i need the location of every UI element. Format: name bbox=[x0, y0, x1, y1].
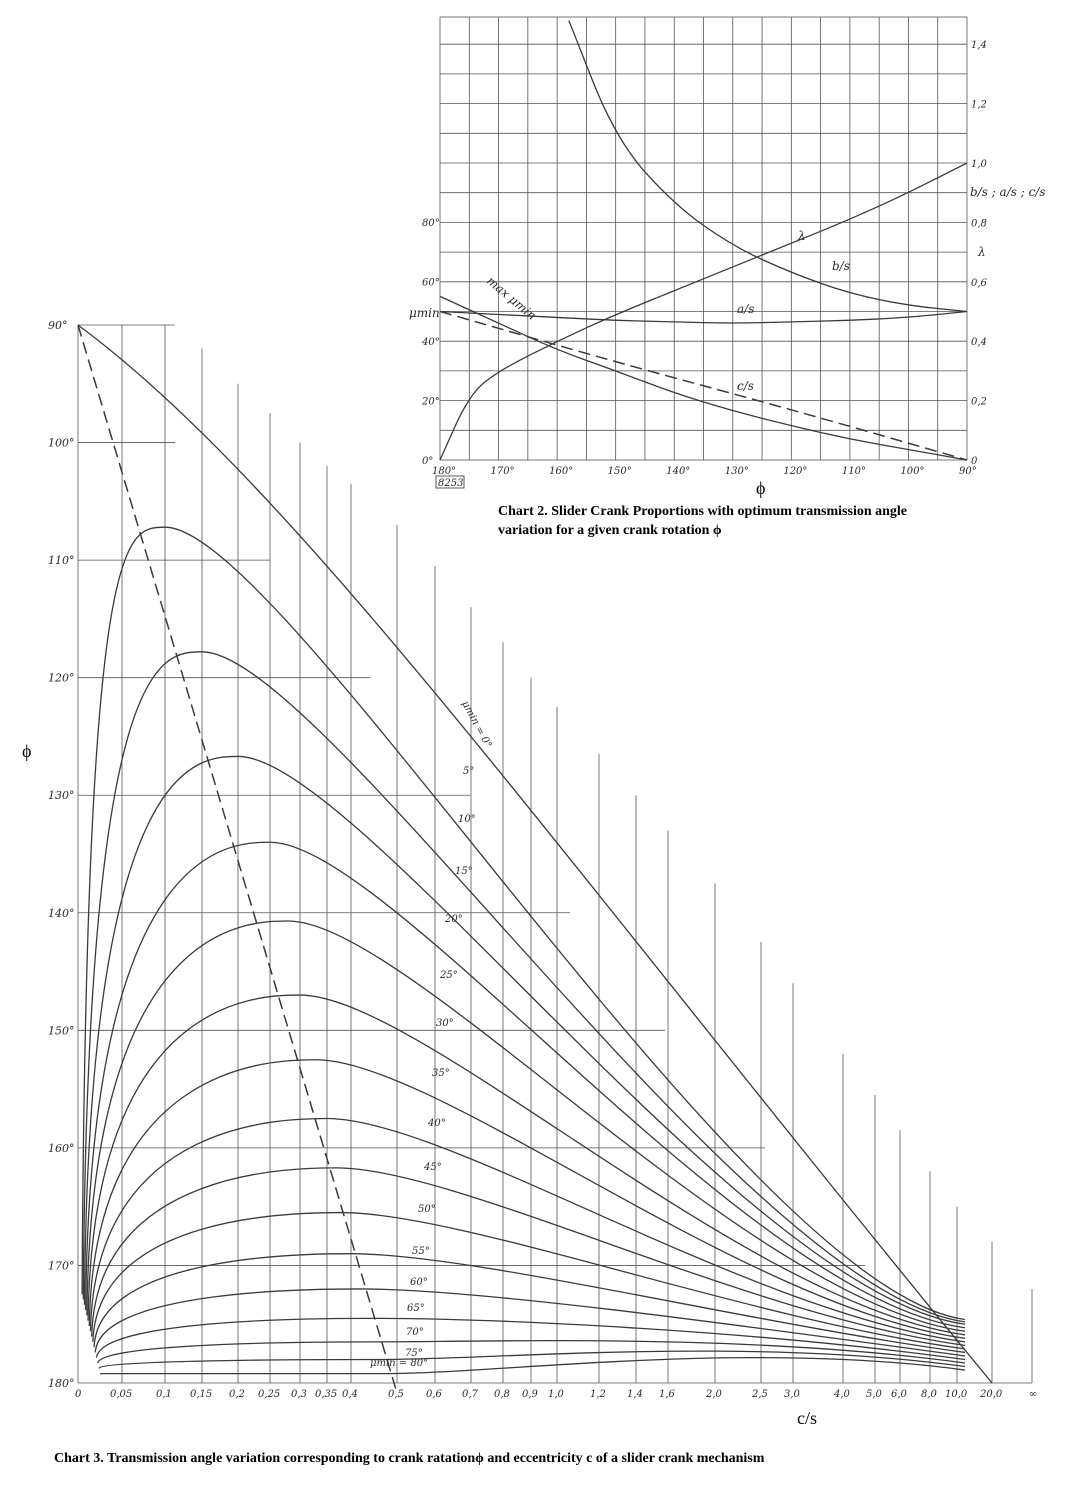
chart2-x-tick: 150° bbox=[607, 466, 632, 477]
chart3-x-tick: 0,05 bbox=[110, 1389, 133, 1400]
chart2-x-ticks bbox=[432, 466, 977, 477]
chart2-x-tick: 180° bbox=[432, 466, 457, 477]
chart2-x-tick: 100° bbox=[900, 466, 925, 477]
chart2-x-tick: 130° bbox=[724, 466, 749, 477]
chart2-caption: Chart 2. Slider Crank Proportions with optimum transmission angle variation for a given crank rotation ϕ bbox=[498, 504, 908, 538]
chart3-curve-label: 70° bbox=[406, 1327, 424, 1338]
chart2-caption-box bbox=[498, 502, 968, 544]
chart3-y-tick: 140° bbox=[48, 906, 75, 920]
chart3-curve bbox=[84, 756, 965, 1324]
chart3-y-tick: 130° bbox=[48, 789, 75, 803]
chart3-curve-label: 40° bbox=[428, 1118, 446, 1129]
chart3-x-tick: 0,1 bbox=[156, 1389, 172, 1400]
chart3-curve-label: 65° bbox=[407, 1303, 425, 1314]
chart3-x-tick: 1,0 bbox=[548, 1389, 564, 1400]
chart3-x-ticks bbox=[75, 1389, 1037, 1400]
chart3-x-tick: 5,0 bbox=[866, 1389, 882, 1400]
chart3-curve bbox=[78, 325, 992, 1383]
chart3-x-tick: 20,0 bbox=[980, 1389, 1003, 1400]
chart2-y-right-tick: 0,8 bbox=[971, 218, 987, 230]
chart3-curve bbox=[93, 1213, 965, 1349]
chart3-y-tick: 110° bbox=[48, 554, 75, 568]
chart3-x-tick: 6,0 bbox=[891, 1389, 907, 1400]
chart2-series-label: λ bbox=[798, 229, 806, 243]
chart2-y-right-tick: 0,2 bbox=[971, 396, 987, 408]
chart3-x-tick: 0,35 bbox=[315, 1389, 338, 1400]
chart3-x-tick: 0,3 bbox=[291, 1389, 307, 1400]
chart3-y-tick: 100° bbox=[48, 436, 75, 450]
chart2-series-label: max μmin bbox=[484, 273, 539, 323]
chart3-x-tick: 10,0 bbox=[945, 1389, 968, 1400]
chart2-right-label-lambda: λ bbox=[978, 245, 986, 259]
chart3-x-tick: 0,6 bbox=[426, 1389, 442, 1400]
chart3-curve bbox=[86, 842, 965, 1328]
chart2-y-right-tick: 1,4 bbox=[971, 40, 987, 52]
chart2-series-label: a/s bbox=[737, 302, 755, 316]
chart2-y-left-tick: 40° bbox=[422, 337, 440, 348]
chart3-x-tick: 0,2 bbox=[229, 1389, 245, 1400]
chart2-series-label: c/s bbox=[737, 379, 754, 393]
chart3-curve-label: 35° bbox=[432, 1068, 450, 1079]
chart2-x-tick: 170° bbox=[490, 466, 515, 477]
chart2-grid bbox=[440, 17, 967, 460]
chart3-x-tick: 0,9 bbox=[522, 1389, 538, 1400]
chart3-curve-label: 5° bbox=[463, 766, 475, 777]
chart3-curve-label: 45° bbox=[424, 1162, 442, 1173]
chart2-x-tick: 140° bbox=[666, 466, 691, 477]
chart3-curves bbox=[78, 325, 992, 1393]
chart2-x-tick: 120° bbox=[783, 466, 808, 477]
chart3-x-tick: 0 bbox=[75, 1389, 82, 1400]
chart3-y-tick: 120° bbox=[48, 671, 75, 685]
chart2-series-labels bbox=[484, 229, 850, 393]
chart3-x-tick: 0,5 bbox=[388, 1389, 404, 1400]
chart3-y-tick: 150° bbox=[48, 1024, 75, 1038]
chart2-y-left-ticks bbox=[421, 218, 440, 467]
chart3-x-tick: 8,0 bbox=[921, 1389, 937, 1400]
chart3-curve-label: 10° bbox=[458, 814, 476, 825]
chart3-curve-label: 25° bbox=[440, 970, 458, 981]
chart2-y-left-tick: 80° bbox=[422, 218, 440, 229]
chart2-x-axis-label: ϕ bbox=[756, 478, 766, 498]
chart3-curve-labels bbox=[370, 699, 493, 1369]
chart2-y-left-tick: 20° bbox=[422, 396, 440, 408]
chart3-curve bbox=[87, 921, 965, 1331]
chart2-y-left-label: μmin bbox=[409, 306, 440, 320]
chart3-x-tick: 0,15 bbox=[190, 1389, 213, 1400]
chart3-x-tick: 0,7 bbox=[462, 1389, 478, 1400]
chart2-y-left-tick: 60° bbox=[422, 277, 440, 289]
chart2-right-label-bac: b/s ; a/s ; c/s bbox=[970, 185, 1046, 199]
chart3-x-tick: 3,0 bbox=[784, 1389, 800, 1400]
chart3-caption: Chart 3. Transmission angle variation corresponding to crank ratationϕ and eccentricity c of a slider crank mechanism bbox=[54, 1451, 765, 1466]
chart3-curve-label: 60° bbox=[410, 1277, 428, 1288]
chart3-x-tick: 2,0 bbox=[706, 1389, 722, 1400]
chart2-y-right-tick: 0,4 bbox=[971, 337, 987, 349]
chart2-y-right-tick: 0 bbox=[971, 456, 978, 467]
chart2-y-right-tick: 0,6 bbox=[971, 277, 987, 289]
chart3-curve-label: 55° bbox=[412, 1246, 430, 1257]
chart2 bbox=[409, 17, 1046, 544]
chart3-x-tick: 1,2 bbox=[590, 1389, 606, 1400]
chart3-y-ticks bbox=[48, 319, 75, 1390]
chart2-series-label: b/s bbox=[832, 259, 850, 273]
chart3-x-tick: 0,25 bbox=[258, 1389, 281, 1400]
chart3-x-tick: 0,4 bbox=[342, 1389, 358, 1400]
chart3-x-tick: 0,8 bbox=[494, 1389, 510, 1400]
chart2-y-right-tick: 1,0 bbox=[971, 159, 987, 170]
chart3-y-tick: 180° bbox=[48, 1377, 75, 1390]
chart3-y-tick: 160° bbox=[48, 1141, 75, 1155]
chart3-max-line bbox=[78, 325, 397, 1393]
chart3-x-tick: 2,5 bbox=[752, 1389, 768, 1400]
chart3-curve-label: μmin = 0° bbox=[459, 699, 494, 751]
chart2-y-left-tick: 0° bbox=[422, 456, 434, 467]
chart3-x-tick: 1,4 bbox=[627, 1389, 643, 1400]
chart3-y-tick: 170° bbox=[48, 1259, 75, 1273]
chart2-x-tick: 160° bbox=[549, 466, 574, 477]
chart3-curve bbox=[82, 527, 965, 1319]
chart3-x-tick: 1,6 bbox=[659, 1389, 675, 1400]
chart3-x-tick: 4,0 bbox=[834, 1389, 850, 1400]
chart2-x-tick: 110° bbox=[841, 466, 866, 477]
chart2-series-line bbox=[569, 20, 967, 311]
chart3-curve-label: 30° bbox=[436, 1018, 454, 1029]
chart3-curve-label: μmin = 80° bbox=[370, 1358, 429, 1369]
chart3-curve bbox=[83, 652, 965, 1322]
chart3-curve-label: 50° bbox=[418, 1204, 436, 1215]
chart2-x-tick: 90° bbox=[959, 466, 977, 477]
chart2-stamp: 8253 bbox=[438, 478, 464, 489]
chart3-y-tick: 90° bbox=[48, 319, 68, 332]
chart3-curve bbox=[90, 1119, 965, 1342]
chart3-curve-label: 20° bbox=[445, 914, 463, 925]
chart3-curve-label: 75° bbox=[405, 1348, 423, 1359]
chart2-y-right-tick: 1,2 bbox=[971, 99, 987, 111]
chart3-x-tick: ∞ bbox=[1029, 1389, 1038, 1400]
chart3-x-axis-label: c/s bbox=[797, 1408, 817, 1428]
chart3-y-axis-label: ϕ bbox=[22, 741, 32, 761]
chart3 bbox=[22, 319, 1037, 1466]
chart3-curve-label: 15° bbox=[455, 866, 473, 877]
